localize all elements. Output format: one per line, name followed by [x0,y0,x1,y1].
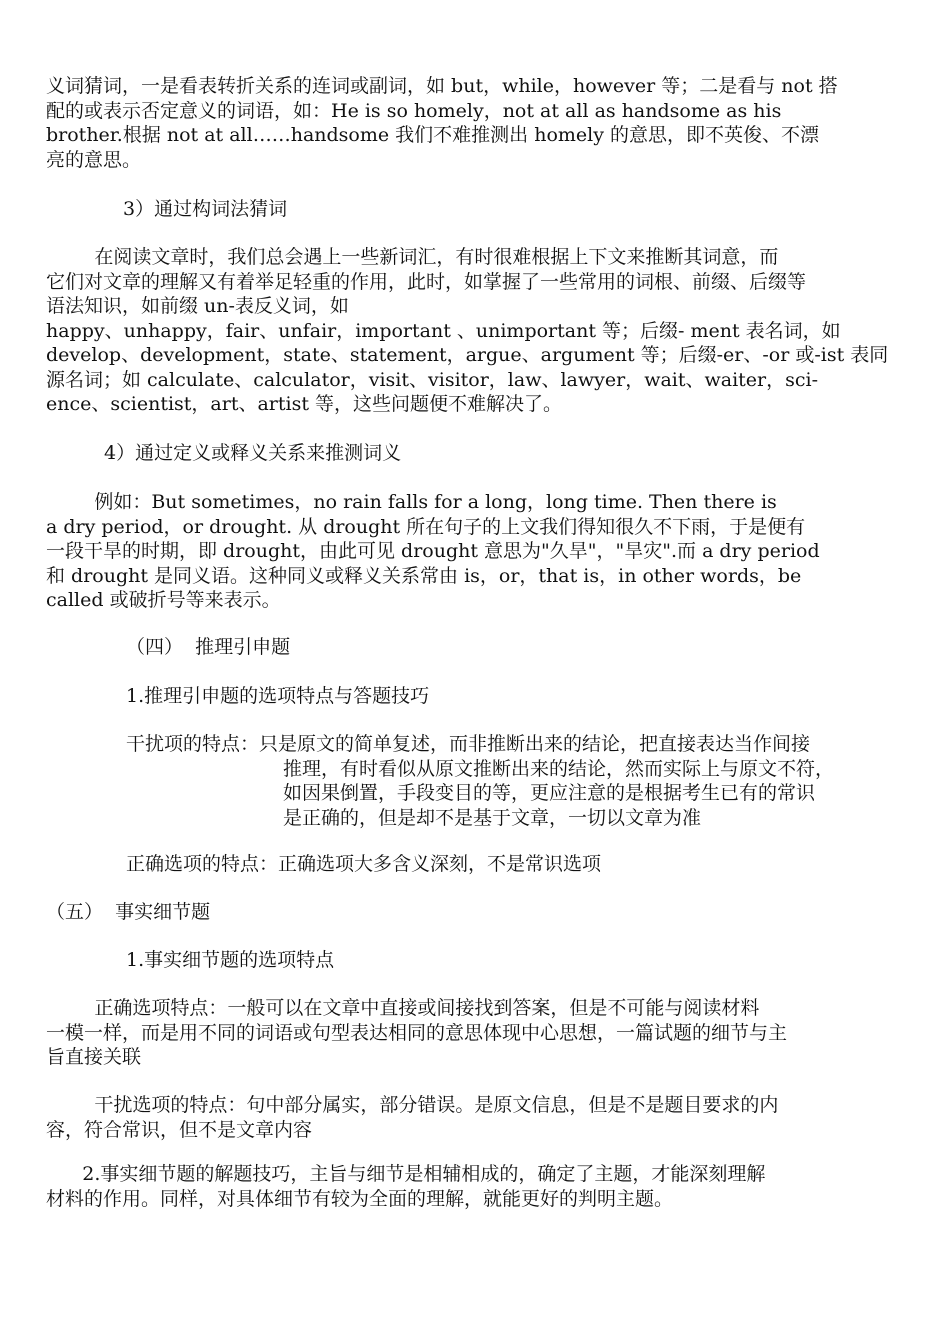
text-line: 在阅读文章时，我们总会遇上一些新词汇，有时很难根据上下文来推断其词意，而 [46,246,779,268]
text-line: 推理，有时看似从原文推断出来的结论，然而实际上与原文不符， [283,757,835,780]
heading-definition [104,441,950,466]
heading-text: 1.推理引申题的选项特点与答题技巧 [126,685,430,707]
heading-text: （五） 事实细节题 [46,901,211,923]
text-line: 它们对文章的理解又有着举足轻重的作用，此时，如掌握了一些常用的词根、前缀、后缀等 [46,270,807,293]
heading-text: 1.事实细节题的选项特点 [126,949,335,971]
paragraph-fact-techniques [46,1162,908,1211]
heading-text: 4）通过定义或释义关系来推测词义 [104,442,402,464]
text-line: ence、scientist，art、artist 等，这些问题便不难解决了。 [46,393,563,415]
text-line: happy、unhappy，fair、unfair，important 、unimportant 等；后缀- ment 表名词，如 [46,319,841,342]
text-line: develop、development，state、statement，argue、argument 等；后缀-er、-or 或-ist 表同 [46,344,889,366]
paragraph-correct-facts [46,996,908,1070]
subheading-inference-options [126,684,950,709]
text-line: 旨直接关联 [46,1046,142,1068]
paragraph-synonym-clues [46,74,908,172]
text-line: 源名词；如 calculate、calculator，visit、visitor，law、lawyer，wait、waiter，sci- [46,368,819,391]
text-line: 正确选项特点：一般可以在文章中直接或间接找到答案，但是不可能与阅读材料 [46,997,760,1019]
text-line: 正确选项的特点：正确选项大多含义深刻，不是常识选项 [126,853,602,875]
text-line: 一段干旱的时期，即 drought，由此可见 drought 意思为"久旱"，"旱灾".而 a dry period [46,540,820,562]
text-line: 和 drought 是同义语。这种同义或释义关系常由 is，or，that is，in other words，be [46,564,802,587]
text-line: brother.根据 not at all……handsome 我们不难推测出 homely 的意思，即不英俊、不漂 [46,124,819,146]
paragraph-correct-inference [126,852,950,877]
text-line: 是正确的，但是却不是基于文章，一切以文章为准 [283,806,702,829]
section-heading-inference [126,635,950,660]
text-line: 一模一样，而是用不同的词语或句型表达相同的意思体现中心思想，一篇试题的细节与主 [46,1021,788,1044]
text-line: 2.事实细节题的解题技巧，主旨与细节是相辅相成的，确定了主题，才能深刻理解 [46,1163,766,1185]
text-line: 如因果倒置，手段变目的等，更应注意的是根据考生已有的常识 [283,782,816,804]
paragraph-distractor-facts [46,1093,908,1142]
paragraph-definition [46,490,908,613]
text-line: a dry period，or drought. 从 drought 所在句子的上文我们得知很久不下雨，于是便有 [46,515,806,538]
text-line: 例如：But sometimes，no rain falls for a long，long time. Then there is [46,491,777,513]
paragraph-word-formation [46,245,908,417]
heading-text: （四） 推理引申题 [126,636,291,658]
text-line: 干扰项的特点：只是原文的简单复述，而非推断出来的结论，把直接表达当作间接 [126,733,811,755]
text-line: 材料的作用。同样，对具体细节有较为全面的理解，就能更好的判明主题。 [46,1187,674,1210]
text-line: 容，符合常识，但不是文章内容 [46,1118,313,1141]
subheading-facts-options [126,948,950,973]
text-line: 语法知识，如前缀 un-表反义词，如 [46,295,349,317]
text-line: 配的或表示否定意义的词语，如：He is so homely，not at all as handsome as his [46,99,782,122]
paragraph-distractor-features [126,732,916,830]
text-line: 义词猜词，一是看表转折关系的连词或副词，如 but，while，however 等；二是看与 not 搭 [46,75,838,97]
text-line: 干扰选项的特点：句中部分属实，部分错误。是原文信息，但是不是题目要求的内 [46,1094,779,1116]
heading-text: 3）通过构词法猜词 [123,198,288,220]
text-line: called 或破折号等来表示。 [46,589,281,611]
section-heading-facts [46,900,908,925]
heading-word-formation [123,197,950,222]
text-line: 亮的意思。 [46,148,142,171]
